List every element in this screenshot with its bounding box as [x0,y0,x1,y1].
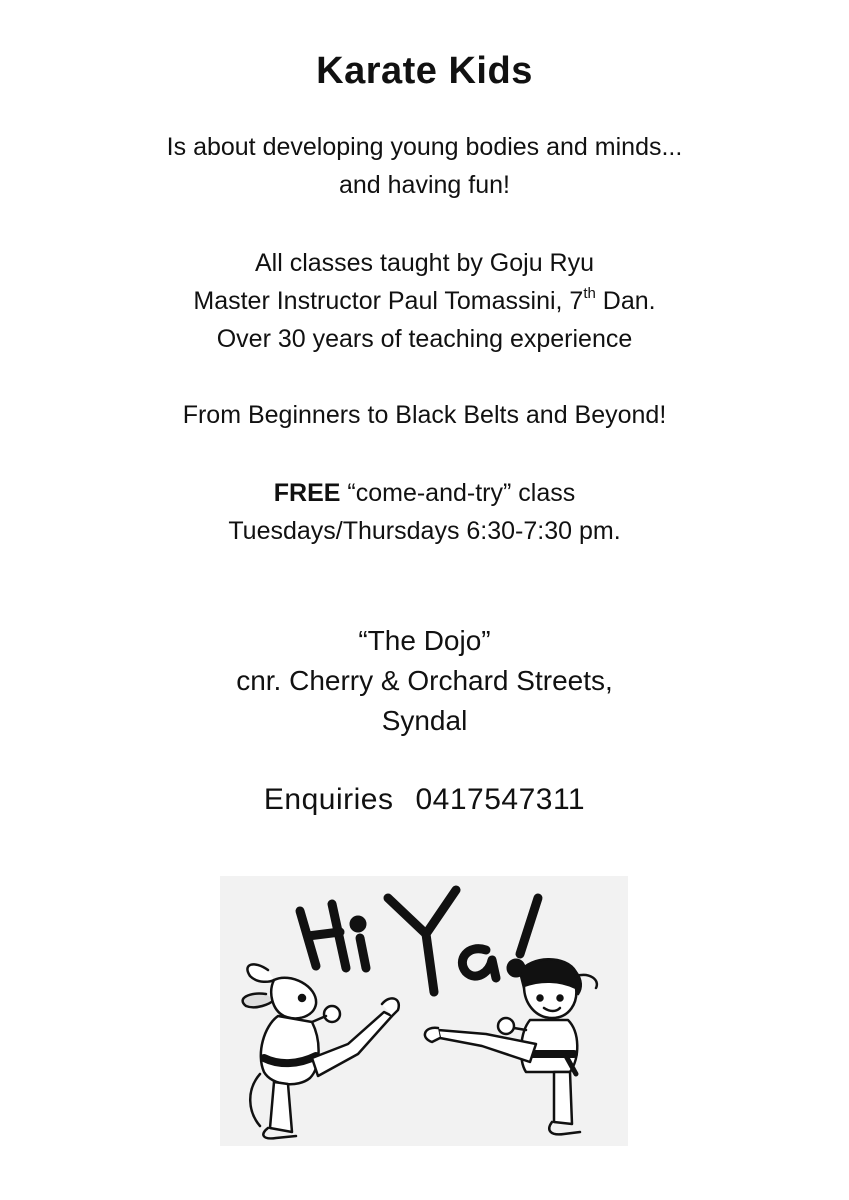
instructor-line-2 [0,286,849,316]
free-word: FREE [273,479,341,507]
enquiries-phone: 0417547311 [415,783,586,816]
dan-suffix: Dan. [595,287,656,315]
dan-ordinal: th [583,284,596,302]
venue-name: “The Dojo” [358,625,491,656]
enquiries-line [0,783,849,817]
levels-line: From Beginners to Black Belts and Beyond! [182,401,667,429]
venue-address: cnr. Cherry & Orchard Streets, [236,665,613,696]
kangaroo-fighter-drawing [243,964,399,1138]
schedule-line: Tuesdays/Thursdays 6:30-7:30 pm. [228,517,621,545]
free-class-text: “come-and-try” class [340,479,576,507]
instructor-line-3: Over 30 years of teaching experience [216,325,633,353]
intro-line-1: Is about developing young bodies and minds... [166,133,683,161]
instructor-name: Master Instructor Paul Tomassini, 7 [193,287,584,315]
flyer-title: Karate Kids [316,50,533,92]
hiya-lettering [300,890,538,992]
intro-line-2: and having fun! [339,171,510,199]
enquiries-label: Enquiries [263,783,394,816]
karate-cartoon-image [220,876,628,1146]
instructor-line-1: All classes taught by Goju Ryu [254,249,595,277]
kid-fighter-drawing [425,959,597,1134]
hiya-karate-illustration [220,876,628,1146]
free-class-line [0,478,849,508]
venue-suburb: Syndal [381,705,468,736]
